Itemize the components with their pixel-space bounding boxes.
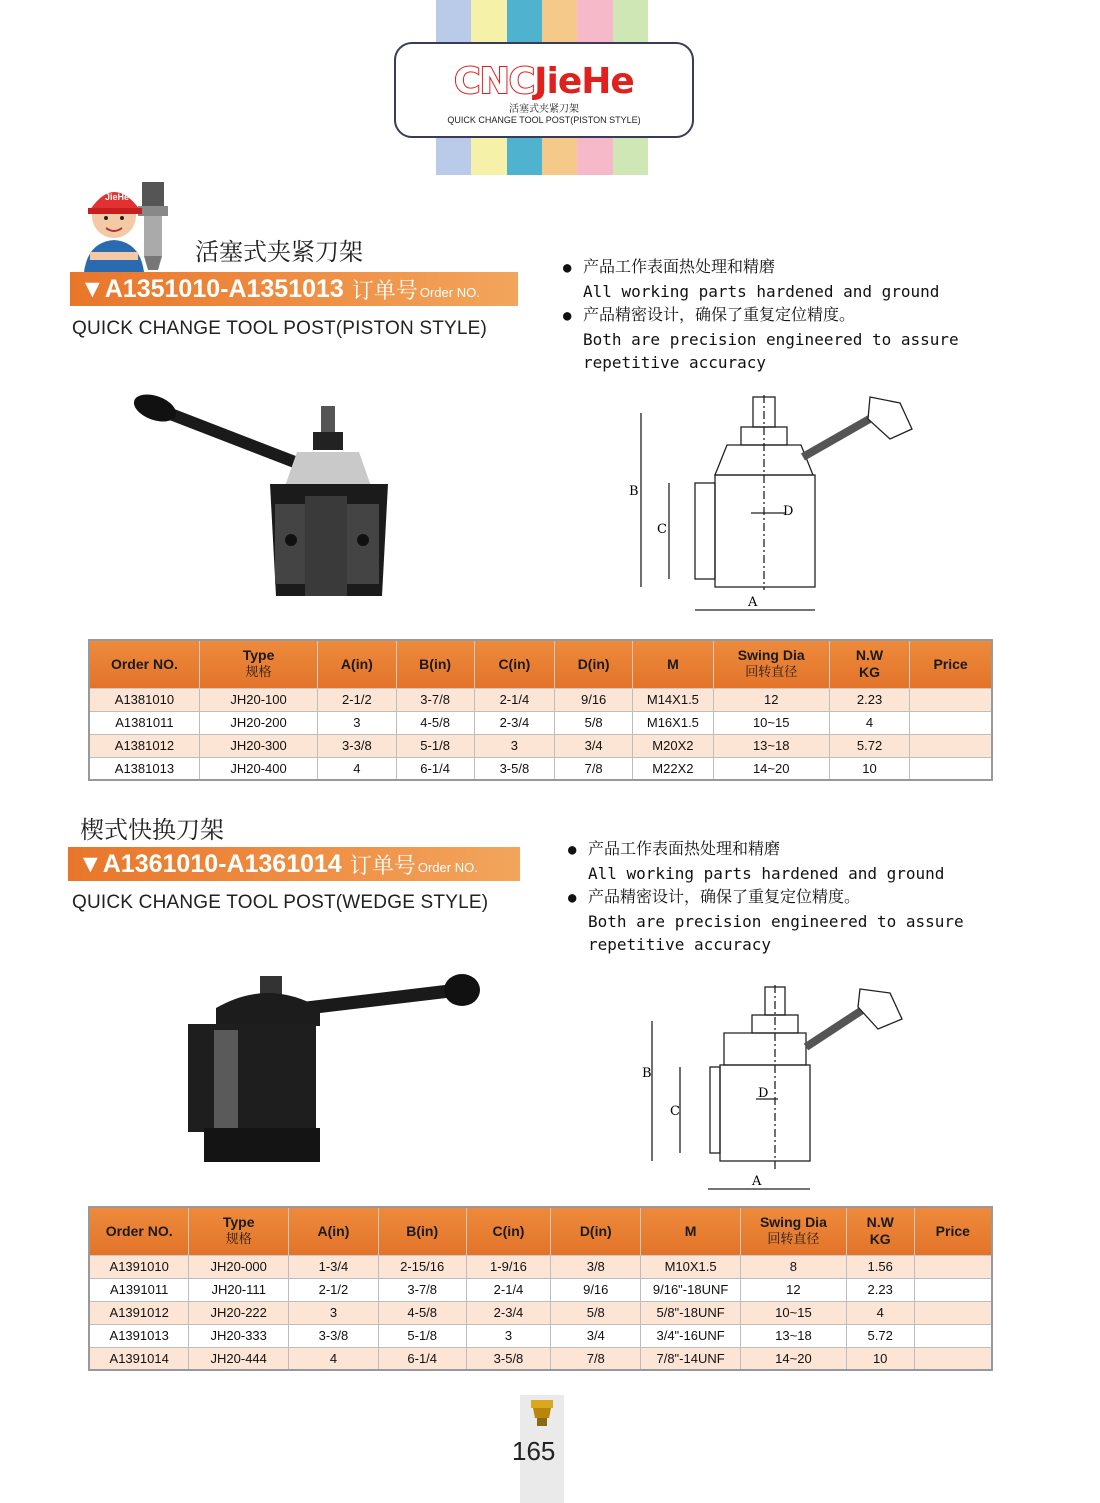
cell-b: 3-7/8: [378, 1278, 466, 1301]
table-header-row: [89, 1207, 992, 1255]
logo-box: [394, 42, 694, 138]
cell-c: 2-3/4: [466, 1301, 551, 1324]
cell-price: [910, 757, 992, 780]
col-d: D(in): [551, 1207, 641, 1255]
cell-d: 7/8: [551, 1347, 641, 1370]
cell-m: 9/16"-18UNF: [641, 1278, 741, 1301]
cell-price: [914, 1301, 992, 1324]
wedge-feature-2-cn: 产品精密设计，确保了重复定位精度。: [588, 887, 861, 906]
cell-m: M20X2: [633, 734, 713, 757]
cell-d: 3/8: [551, 1255, 641, 1278]
cell-order-no: A1381011: [89, 711, 199, 734]
cell-order-no: A1391014: [89, 1347, 189, 1370]
col-price: Price: [910, 640, 992, 688]
wedge-feature-1-cn: 产品工作表面热处理和精磨: [588, 839, 781, 858]
cell-weight: 5.72: [829, 734, 909, 757]
wedge-subtitle: QUICK CHANGE TOOL POST(WEDGE STYLE): [72, 892, 489, 913]
wedge-features: [568, 837, 964, 956]
bullet-icon: ●: [563, 260, 572, 276]
drawing-label-b: B: [642, 1066, 652, 1081]
col-kg-label: KG: [859, 664, 881, 681]
cell-type: JH20-444: [189, 1347, 289, 1370]
cell-d: 5/8: [555, 711, 633, 734]
cell-b: 2-15/16: [378, 1255, 466, 1278]
cell-swing: 10~15: [713, 711, 829, 734]
cell-price: [914, 1324, 992, 1347]
cell-m: 3/4"-16UNF: [641, 1324, 741, 1347]
col-type-cn: 规格: [225, 1232, 252, 1248]
cell-swing: 12: [741, 1278, 847, 1301]
cell-swing: 13~18: [741, 1324, 847, 1347]
cell-price: [914, 1347, 992, 1370]
cell-type: JH20-222: [189, 1301, 289, 1324]
cell-b: 5-1/8: [378, 1324, 466, 1347]
cell-c: 1-9/16: [466, 1255, 551, 1278]
col-a: A(in): [318, 640, 396, 688]
wedge-order-label-en: Order NO.: [417, 859, 478, 875]
cell-weight: 2.23: [846, 1278, 914, 1301]
cell-m: M16X1.5: [633, 711, 713, 734]
cell-swing: 14~20: [741, 1347, 847, 1370]
drawing-label-d: D: [783, 504, 794, 519]
cell-c: 2-3/4: [474, 711, 554, 734]
col-m: M: [641, 1207, 741, 1255]
col-swing-dia: [741, 1207, 847, 1255]
table-row: [89, 1347, 992, 1370]
bullet-icon: ●: [568, 842, 577, 858]
cell-type: JH20-400: [199, 757, 317, 780]
cell-a: 3: [289, 1301, 379, 1324]
wedge-feature-2-en-2: repetitive accuracy: [588, 935, 772, 954]
piston-order-banner: [70, 272, 518, 306]
col-type-cn: 规格: [245, 665, 272, 681]
cell-d: 3/4: [551, 1324, 641, 1347]
cell-c: 2-1/4: [466, 1278, 551, 1301]
cell-d: 9/16: [551, 1278, 641, 1301]
piston-feature-1-cn: 产品工作表面热处理和精磨: [583, 257, 776, 276]
col-kg-label: KG: [869, 1231, 891, 1248]
cell-weight: 2.23: [829, 688, 909, 711]
cell-c: 2-1/4: [474, 688, 554, 711]
cell-type: JH20-333: [189, 1324, 289, 1347]
mascot-cap-text: JieHe: [105, 192, 130, 202]
cell-swing: 12: [713, 688, 829, 711]
cell-order-no: A1381012: [89, 734, 199, 757]
cell-order-no: A1391012: [89, 1301, 189, 1324]
table-row: [89, 734, 992, 757]
cell-a: 1-3/4: [289, 1255, 379, 1278]
wedge-product-image: [180, 968, 490, 1168]
col-c: C(in): [474, 640, 554, 688]
cell-m: 7/8"-14UNF: [641, 1347, 741, 1370]
cell-swing: 13~18: [713, 734, 829, 757]
drawing-label-b: B: [629, 484, 639, 499]
cell-price: [910, 734, 992, 757]
cell-type: JH20-000: [189, 1255, 289, 1278]
cell-m: M22X2: [633, 757, 713, 780]
cell-c: 3: [466, 1324, 551, 1347]
logo-cnc: CNC: [454, 61, 535, 102]
piston-feature-2-en-1: Both are precision engineered to assure: [583, 330, 959, 349]
bullet-icon: ●: [568, 890, 577, 906]
drawing-label-a: A: [752, 1174, 762, 1189]
cell-price: [914, 1255, 992, 1278]
col-type-label: Type: [242, 647, 275, 664]
col-type: [189, 1207, 289, 1255]
cell-c: 3-5/8: [474, 757, 554, 780]
cell-m: M10X1.5: [641, 1255, 741, 1278]
cell-order-no: A1381010: [89, 688, 199, 711]
cell-b: 4-5/8: [396, 711, 474, 734]
cell-weight: 10: [846, 1347, 914, 1370]
col-b: B(in): [396, 640, 474, 688]
piston-order-codes: ▼A1351010-A1351013: [80, 274, 344, 303]
cell-swing: 14~20: [713, 757, 829, 780]
table-row: [89, 688, 992, 711]
drawing-label-c: C: [670, 1104, 680, 1119]
piston-product-image: [125, 388, 405, 618]
cell-weight: 1.56: [846, 1255, 914, 1278]
drawing-label-c: C: [657, 522, 667, 537]
table-row: [89, 711, 992, 734]
table-header-row: [89, 640, 992, 688]
cell-price: [910, 711, 992, 734]
cell-swing: 8: [741, 1255, 847, 1278]
col-swing-cn: 回转直径: [745, 665, 798, 681]
col-order-no: Order NO.: [89, 1207, 189, 1255]
cell-b: 5-1/8: [396, 734, 474, 757]
piston-order-label-cn: 订单号: [351, 278, 418, 304]
cell-type: JH20-100: [199, 688, 317, 711]
cell-c: 3: [474, 734, 554, 757]
col-nw-label: N.W: [855, 647, 884, 664]
cell-m: 5/8"-18UNF: [641, 1301, 741, 1324]
cell-c: 3-5/8: [466, 1347, 551, 1370]
piston-dimension-drawing: [625, 385, 935, 615]
page-number: 165: [512, 1436, 556, 1466]
cell-price: [914, 1278, 992, 1301]
cell-weight: 4: [846, 1301, 914, 1324]
table-row: [89, 757, 992, 780]
cell-type: JH20-300: [199, 734, 317, 757]
cell-order-no: A1391011: [89, 1278, 189, 1301]
table-row: [89, 1324, 992, 1347]
wedge-feature-2-en-1: Both are precision engineered to assure: [588, 912, 964, 931]
tool-holder-icon: [527, 1398, 557, 1428]
piston-feature-2-en-2: repetitive accuracy: [583, 353, 767, 372]
col-m: M: [633, 640, 713, 688]
col-swing-cn: 回转直径: [767, 1232, 820, 1248]
cell-d: 3/4: [555, 734, 633, 757]
cell-price: [910, 688, 992, 711]
cell-weight: 10: [829, 757, 909, 780]
cell-b: 6-1/4: [396, 757, 474, 780]
cell-a: 2-1/2: [318, 688, 396, 711]
piston-features: [563, 255, 959, 374]
col-type: [199, 640, 317, 688]
cell-type: JH20-200: [199, 711, 317, 734]
cell-a: 4: [289, 1347, 379, 1370]
col-d: D(in): [555, 640, 633, 688]
cell-weight: 4: [829, 711, 909, 734]
table-row: [89, 1255, 992, 1278]
col-swing-dia: [713, 640, 829, 688]
cell-order-no: A1391010: [89, 1255, 189, 1278]
col-c: C(in): [466, 1207, 551, 1255]
logo-brand: JieHe: [534, 61, 634, 102]
cell-type: JH20-111: [189, 1278, 289, 1301]
col-b: B(in): [378, 1207, 466, 1255]
cell-d: 7/8: [555, 757, 633, 780]
piston-spec-table: [88, 639, 993, 781]
piston-feature-2-cn: 产品精密设计，确保了重复定位精度。: [583, 305, 856, 324]
piston-feature-1-en: All working parts hardened and ground: [583, 282, 940, 301]
piston-order-label-en: Order NO.: [419, 284, 480, 300]
wedge-order-codes: ▼A1361010-A1361014: [78, 849, 342, 878]
cell-b: 3-7/8: [396, 688, 474, 711]
col-nw-label: N.W: [866, 1214, 894, 1231]
col-weight: [846, 1207, 914, 1255]
col-a: A(in): [289, 1207, 379, 1255]
drawing-label-a: A: [748, 595, 758, 610]
cell-weight: 5.72: [846, 1324, 914, 1347]
mascot-illustration: [78, 176, 182, 272]
cell-a: 3-3/8: [289, 1324, 379, 1347]
cell-swing: 10~15: [741, 1301, 847, 1324]
piston-subtitle: QUICK CHANGE TOOL POST(PISTON STYLE): [72, 318, 488, 339]
cell-m: M14X1.5: [633, 688, 713, 711]
table-row: [89, 1278, 992, 1301]
cell-d: 9/16: [555, 688, 633, 711]
logo-subtitle-cn: 活塞式夹紧刀架: [509, 104, 579, 115]
bullet-icon: ●: [563, 308, 572, 324]
wedge-dimension-drawing: [640, 975, 930, 1195]
cell-a: 3: [318, 711, 396, 734]
col-weight: [829, 640, 909, 688]
col-swing-label: Swing Dia: [759, 1214, 827, 1231]
cell-a: 2-1/2: [289, 1278, 379, 1301]
cell-b: 6-1/4: [378, 1347, 466, 1370]
wedge-order-banner: [68, 847, 520, 881]
col-order-no: Order NO.: [89, 640, 199, 688]
col-swing-label: Swing Dia: [737, 647, 805, 664]
wedge-feature-1-en: All working parts hardened and ground: [588, 864, 945, 883]
piston-title-cn: 活塞式夹紧刀架: [195, 238, 363, 266]
cell-a: 3-3/8: [318, 734, 396, 757]
wedge-title-cn: 楔式快换刀架: [80, 816, 224, 844]
cell-b: 4-5/8: [378, 1301, 466, 1324]
wedge-order-label-cn: 订单号: [349, 853, 416, 879]
cell-order-no: A1391013: [89, 1324, 189, 1347]
col-type-label: Type: [222, 1214, 255, 1231]
logo-subtitle-en: QUICK CHANGE TOOL POST(PISTON STYLE): [447, 115, 641, 125]
drawing-label-d: D: [758, 1086, 769, 1101]
wedge-spec-table: [88, 1206, 993, 1371]
cell-order-no: A1381013: [89, 757, 199, 780]
col-price: Price: [914, 1207, 992, 1255]
cell-d: 5/8: [551, 1301, 641, 1324]
cell-a: 4: [318, 757, 396, 780]
table-row: [89, 1301, 992, 1324]
brand-logo: [396, 62, 692, 102]
